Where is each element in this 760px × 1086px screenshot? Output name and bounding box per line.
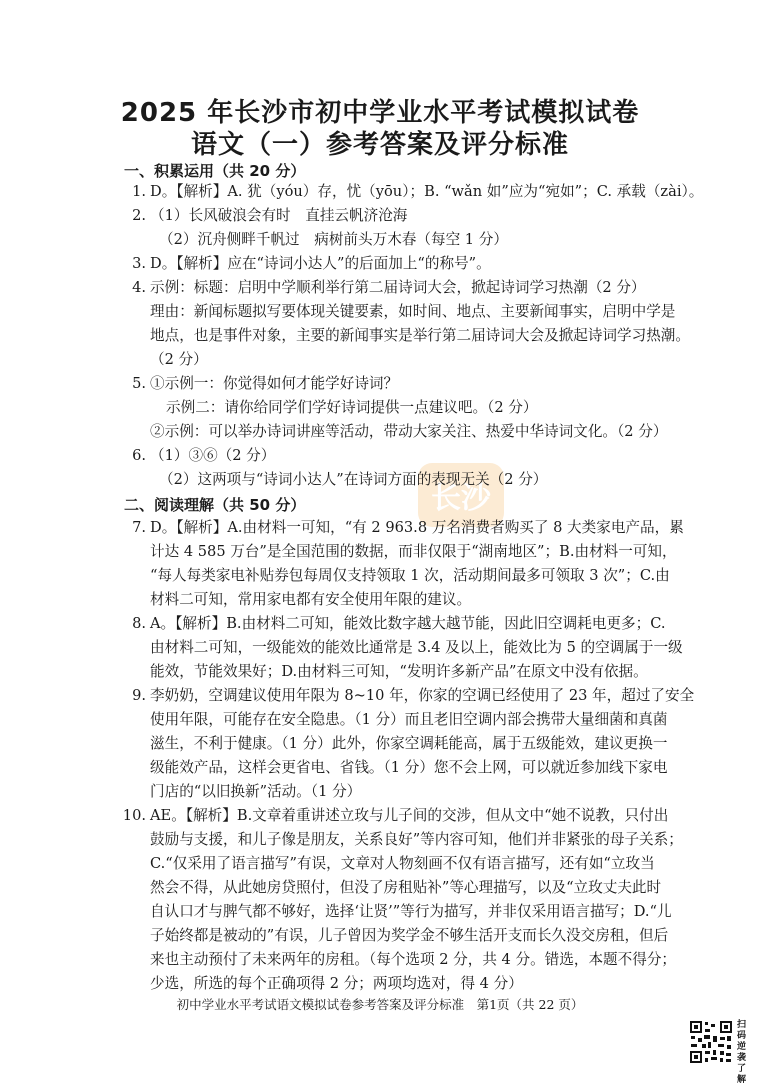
qr-side-label: 扫码逆袭了解 xyxy=(737,1020,747,1085)
answer-line: 能效，节能效果好；D.由材料三可知，“发明许多新产品”在原文中没有依据。 xyxy=(150,663,648,680)
qr-code-icon[interactable] xyxy=(689,1020,733,1064)
question-number: 3. xyxy=(132,255,146,272)
answer-line: （1）③⑥（2 分） xyxy=(150,447,276,464)
question-number: 4. xyxy=(132,279,146,296)
answer-line: 计达 4 585 万台”是全国范围的数据，而非仅限于“湖南地区”；B.由材料一可知， xyxy=(150,543,677,560)
answer-line: 鼓励与支援，和儿子像是朋友，关系良好”等内容可知，他们并非紧张的母子关系； xyxy=(150,831,683,848)
question-number: 6. xyxy=(132,447,146,464)
answer-line: 理由：新闻标题拟写要体现关键要素，如时间、地点、主要新闻事实，启明中学是 xyxy=(150,303,676,320)
answer-line: 滋生，不利于健康。（1 分）此外，你家空调耗能高，属于五级能效，建议更换一 xyxy=(150,735,668,752)
page-title: 2025 年长沙市初中学业水平考试模拟试卷 xyxy=(120,98,640,128)
question-number: 8. xyxy=(132,615,146,632)
answer-line: 示例二：请你给同学们学好诗词提供一点建议吧。（2 分） xyxy=(166,399,538,416)
question-number: 9. xyxy=(132,687,146,704)
answer-line: （2）沉舟侧畔千帆过 病树前头万木春（每空 1 分） xyxy=(159,231,508,248)
answer-line: （2）这两项与“诗词小达人”在诗词方面的表现无关（2 分） xyxy=(159,471,548,488)
page-subtitle: 语文（一）参考答案及评分标准 xyxy=(190,130,569,160)
answer-line: 来也主动预付了未来两年的房租。（每个选项 2 分，共 4 分。错选，本题不得分； xyxy=(150,951,677,968)
page-footer: 初中学业水平考试语文模拟试卷参考答案及评分标准 第1页（共 22 页） xyxy=(176,997,584,1012)
question-number: 5. xyxy=(132,375,146,392)
answer-line: D。【解析】A.由材料一可知，“有 2 963.8 万名消费者购买了 8 大类家电产品，累 xyxy=(150,519,684,536)
answer-line: （1）长风破浪会有时 直挂云帆济沧海 xyxy=(150,207,408,224)
answer-line: 子始终都是被动的”有误，儿子曾因为奖学金不够生活开支而长久没交房租，但后 xyxy=(150,927,669,944)
answer-line: 示例：标题：启明中学顺利举行第二届诗词大会，掀起诗词学习热潮（2 分） xyxy=(150,279,646,296)
answer-line: ②示例：可以举办诗词讲座等活动，带动大家关注、热爱中华诗词文化。（2 分） xyxy=(150,423,668,440)
answer-line: D。【解析】应在“诗词小达人”的后面加上“的称号”。 xyxy=(150,255,491,272)
question-number: 7. xyxy=(132,519,146,536)
answer-line: AE。【解析】B.文章着重讲述立玫与儿子间的交涉，但从文中“她不说教，只付出 xyxy=(150,807,669,824)
section-heading-reading: 二、阅读理解（共 50 分） xyxy=(124,496,306,514)
answer-line: 使用年限，可能存在安全隐患。（1 分）而且老旧空调内部会携带大量细菌和真菌 xyxy=(150,711,668,728)
answer-line: 门店的“以旧换新”活动。（1 分） xyxy=(150,783,362,800)
answer-line: C.“仅采用了语言描写”有误，文章对人物刻画不仅有语言描写，还有如“立玫当 xyxy=(150,855,655,872)
answer-line: ①示例一：你觉得如何才能学好诗词？ xyxy=(150,375,399,392)
section-heading-accumulation: 一、积累运用（共 20 分） xyxy=(124,162,306,180)
watermark-text: 长沙 xyxy=(431,481,491,516)
answer-line: “每人每类家电补贴券包每周仅支持领取 1 次，活动期间最多可领取 3 次”；C.由 xyxy=(150,567,670,584)
answer-line: 地点，也是事件对象，主要的新闻事实是举行第二届诗词大会及掀起诗词学习热潮。 xyxy=(150,327,690,344)
answer-line: 李奶奶，空调建议使用年限为 8~10 年，你家的空调已经使用了 23 年，超过了安全 xyxy=(150,687,695,704)
answer-line: 自认口才与脾气都不够好，选择‘让贤’”等行为描写，并非仅采用语言描写；D.“儿 xyxy=(150,903,672,920)
answer-line: D。【解析】A. 犹（yóu）存，忧（yōu）；B. “wǎn 如”应为“宛如”；C. 承载（zài）。 xyxy=(150,183,704,200)
answer-line: （2 分） xyxy=(150,351,208,368)
question-number: 1. xyxy=(132,183,146,200)
question-number: 2. xyxy=(132,207,146,224)
answer-line: 少选，所选的每个正确项得 2 分；两项均选对，得 4 分） xyxy=(150,975,523,992)
answer-line: 由材料二可知，一级能效的能效比通常是 3.4 及以上，能效比为 5 的空调属于一级 xyxy=(150,639,683,656)
answer-line: 材料二可知，常用家电都有安全使用年限的建议。 xyxy=(150,591,472,608)
answer-line: A。【解析】B.由材料二可知，能效比数字越大越节能，因此旧空调耗电更多；C. xyxy=(150,615,666,632)
answer-line: 级能效产品，这样会更省电、省钱。（1 分）您不会上网，可以就近参加线下家电 xyxy=(150,759,668,776)
answer-line: 然会不得，从此她房贷照付，但没了房租贴补”等心理描写，以及“立玫丈夫此时 xyxy=(150,879,662,896)
question-number: 10. xyxy=(122,807,146,824)
